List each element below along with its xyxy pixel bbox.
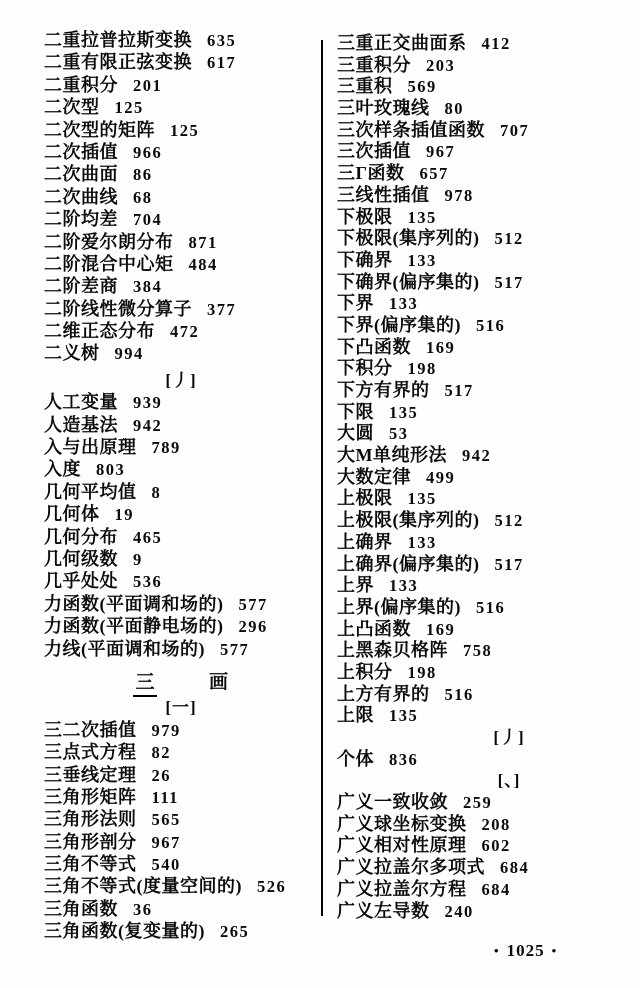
index-entry: [44, 716, 318, 738]
index-entry: [44, 388, 318, 413]
entry-term: 二阶爱尔朗分布: [44, 231, 174, 252]
entry-term: 三次样条插值函数: [337, 119, 485, 140]
entry-term: 二义树: [44, 343, 100, 364]
stroke-header-char: 三: [133, 667, 157, 697]
index-entry: [337, 354, 629, 379]
entry-term: 下极限: [337, 206, 393, 227]
index-entry: [337, 268, 629, 290]
radical-section-marker: [一]: [165, 698, 197, 718]
entry-term: 下限: [337, 401, 374, 422]
entry-term: 广义一致收敛: [337, 792, 448, 813]
entry-page-number: 484: [188, 254, 218, 274]
entry-term: 上确界: [337, 531, 393, 552]
index-entry: [337, 593, 629, 615]
entry-term: 上限: [337, 705, 374, 726]
index-entry: [44, 590, 318, 612]
index-entry: [44, 523, 318, 545]
entry-term: 上界: [337, 575, 374, 596]
entry-page-number: 26: [151, 765, 171, 785]
entry-term: 上凸函数: [337, 618, 411, 639]
index-entry: [337, 94, 629, 119]
entry-term: 三重积分: [337, 54, 411, 75]
index-entry: [337, 528, 629, 550]
index-entry: [44, 917, 318, 942]
index-entry: [44, 160, 318, 185]
entry-term: 几乎处处: [44, 571, 118, 592]
entry-term: 人造基法: [44, 414, 118, 435]
entry-page-number: 377: [207, 299, 237, 319]
entry-page-number: 412: [481, 34, 511, 53]
entry-page-number: 758: [463, 641, 493, 661]
index-entry: [44, 738, 318, 763]
entry-page-number: 80: [444, 99, 464, 119]
index-entry: [337, 159, 629, 184]
entry-term: 二维正态分布: [44, 321, 155, 342]
entry-page-number: 540: [151, 855, 181, 875]
entry-page-number: 9: [133, 549, 143, 569]
index-entry: [337, 203, 629, 225]
entry-page-number: 657: [419, 164, 449, 184]
entry-page-number: 789: [151, 438, 181, 458]
index-entry: [44, 228, 318, 250]
entry-page-number: 68: [133, 187, 153, 207]
entry-term: 三角函数(复变量的): [44, 921, 205, 942]
entry-term: 上极限: [337, 488, 393, 509]
entry-term: 入度: [44, 459, 81, 480]
entry-page-number: 201: [133, 75, 163, 95]
entry-term: 人工变量: [44, 392, 118, 413]
entry-term: 大数定律: [337, 466, 411, 487]
entry-page-number: 512: [494, 229, 524, 249]
entry-term: 三角不等式: [44, 854, 137, 875]
entry-page-number: 111: [151, 787, 179, 807]
radical-section-marker: [丿]: [493, 728, 525, 747]
entry-page-number: 635: [207, 31, 237, 50]
index-entry: [337, 788, 629, 813]
index-entry: [44, 567, 318, 592]
index-entry: [337, 853, 629, 878]
entry-page-number: 472: [170, 322, 200, 342]
index-entry: [44, 761, 318, 783]
entry-page-number: 966: [133, 142, 163, 162]
index-entry: [337, 441, 629, 466]
entry-page-number: 684: [500, 858, 530, 878]
entry-term: 二次型的矩阵: [44, 119, 155, 140]
entry-term: 二重拉普拉斯变换: [44, 30, 192, 50]
entry-term: 几何分布: [44, 526, 118, 547]
stroke-count-header: [44, 667, 318, 693]
entry-term: 上确界(偏序集的): [337, 553, 480, 574]
entry-term: 三角不等式(度量空间的): [44, 876, 242, 897]
entry-page-number: 135: [407, 489, 437, 509]
entry-page-number: 516: [476, 597, 506, 617]
entry-term: 上极限(集序列的): [337, 510, 480, 531]
entry-term: 力线(平面调和场的): [44, 638, 205, 659]
entry-term: 二重积分: [44, 74, 118, 95]
index-entry: [337, 116, 629, 138]
entry-page-number: 240: [444, 901, 474, 921]
column-divider-rule: [321, 40, 323, 916]
entry-term: 下确界: [337, 249, 393, 270]
entry-page-number: 517: [444, 381, 474, 400]
entry-term: 下方有界的: [337, 380, 430, 400]
index-entry: [337, 419, 629, 444]
index-entry: [44, 872, 318, 897]
entry-term: 下极限(集序列的): [337, 228, 480, 249]
entry-page-number: 871: [188, 232, 218, 252]
index-entry: [44, 138, 318, 160]
entry-page-number: 198: [407, 359, 437, 379]
entry-page-number: 978: [444, 185, 474, 205]
entry-term: 二阶均差: [44, 209, 118, 230]
entry-term: 上黑森贝格阵: [337, 640, 448, 661]
entry-page-number: 82: [151, 743, 171, 763]
index-entry: [337, 29, 629, 51]
entry-page-number: 994: [114, 344, 144, 364]
entry-page-number: 259: [463, 793, 493, 813]
index-entry: [44, 612, 318, 637]
entry-page-number: 19: [114, 505, 134, 525]
entry-term: 三点式方程: [44, 742, 137, 763]
entry-page-number: 512: [494, 511, 524, 531]
entry-page-number: 836: [389, 749, 419, 769]
entry-page-number: 569: [407, 77, 437, 97]
index-entry: [337, 224, 629, 249]
entry-page-number: 803: [96, 460, 126, 480]
entry-term: 三角函数: [44, 898, 118, 919]
index-entry: [44, 500, 318, 525]
entry-term: 入与出原理: [44, 437, 137, 458]
entry-page-number: 577: [238, 594, 268, 614]
index-entry: [337, 636, 629, 661]
entry-term: 下凸函数: [337, 336, 411, 357]
entry-page-number: 465: [133, 527, 163, 547]
entry-term: 广义左导数: [337, 900, 430, 921]
entry-term: 三角形法则: [44, 809, 137, 830]
entry-page-number: 942: [462, 446, 492, 466]
entry-page-number: 516: [476, 315, 506, 335]
entry-page-number: 133: [389, 294, 419, 314]
entry-term: 广义相对性原理: [337, 835, 467, 856]
index-entry: [337, 246, 629, 268]
index-entry: [44, 805, 318, 830]
entry-page-number: 135: [389, 706, 419, 726]
entry-term: 二阶混合中心矩: [44, 253, 174, 274]
entry-page-number: 602: [481, 836, 511, 856]
entry-page-number: 536: [133, 572, 163, 592]
entry-term: 上积分: [337, 661, 393, 682]
index-entry: [337, 181, 629, 203]
entry-page-number: 86: [133, 165, 153, 185]
entry-page-number: 516: [444, 684, 474, 704]
entry-page-number: 517: [494, 272, 524, 292]
entry-term: 个体: [337, 748, 374, 769]
radical-section-marker: [、]: [497, 771, 521, 791]
entry-term: 三角形剖分: [44, 831, 137, 852]
entry-page-number: 169: [426, 619, 456, 639]
entry-page-number: 135: [407, 207, 437, 227]
entry-term: 二次插值: [44, 141, 118, 162]
entry-term: 三线性插值: [337, 184, 430, 205]
entry-term: 下确界(偏序集的): [337, 271, 480, 292]
entry-term: 大圆: [337, 423, 374, 444]
index-entry: [44, 26, 318, 48]
entry-term: 下界(偏序集的): [337, 314, 461, 335]
entry-term: 二阶线性微分算子: [44, 298, 192, 319]
entry-page-number: 36: [133, 899, 153, 919]
index-entry: [44, 183, 318, 205]
entry-term: 大M单纯形法: [337, 445, 447, 466]
entry-page-number: 707: [500, 120, 530, 140]
entry-page-number: 967: [426, 142, 456, 162]
entry-page-number: 198: [407, 662, 437, 682]
entry-page-number: 499: [426, 467, 456, 487]
entry-page-number: 684: [481, 879, 511, 899]
stroke-header-word: 画: [209, 671, 229, 693]
page-number: 1025: [506, 941, 545, 960]
entry-term: 几何平均值: [44, 481, 137, 502]
entry-term: 二阶差商: [44, 276, 118, 297]
entry-page-number: 265: [220, 922, 250, 942]
index-entry: [44, 850, 318, 875]
page-number-footer: [494, 941, 557, 961]
entry-page-number: 942: [133, 415, 163, 435]
entry-page-number: 125: [170, 120, 200, 140]
index-entry: [337, 376, 629, 398]
entry-page-number: 133: [407, 532, 437, 552]
index-entry: [44, 411, 318, 433]
radical-section-marker: [丿]: [165, 370, 197, 390]
entry-page-number: 203: [426, 55, 456, 75]
entry-page-number: 296: [238, 617, 268, 637]
entry-term: 三Γ函数: [337, 163, 405, 184]
entry-page-number: 517: [494, 554, 524, 574]
index-column-left: [44, 26, 318, 940]
entry-page-number: 384: [133, 277, 163, 297]
entry-term: 下界: [337, 293, 374, 314]
entry-term: 力函数(平面静电场的): [44, 616, 224, 637]
entry-page-number: 133: [407, 250, 437, 270]
entry-term: 二次曲线: [44, 186, 118, 207]
entry-term: 几何体: [44, 504, 100, 525]
entry-term: 三次插值: [337, 141, 411, 162]
entry-page-number: 704: [133, 210, 163, 230]
entry-term: 三叶玫瑰线: [337, 98, 430, 119]
entry-term: 二次曲面: [44, 164, 118, 185]
index-entry: [337, 745, 629, 767]
footer-dot-right: •: [551, 943, 558, 958]
entry-page-number: 169: [426, 337, 456, 357]
entry-term: 上方有界的: [337, 683, 430, 704]
index-entry: [44, 272, 318, 297]
index-column-right: [337, 29, 629, 921]
entry-page-number: 135: [389, 402, 419, 422]
entry-term: 三角形矩阵: [44, 786, 137, 807]
index-entry: [44, 478, 318, 500]
index-entry: [44, 205, 318, 230]
entry-term: 广义拉盖尔方程: [337, 878, 467, 899]
entry-term: 上界(偏序集的): [337, 596, 461, 617]
entry-page-number: 53: [389, 424, 409, 444]
entry-page-number: 8: [151, 482, 162, 502]
index-entry: [44, 116, 318, 138]
index-entry: [44, 828, 318, 850]
entry-term: 三二次插值: [44, 719, 137, 740]
entry-term: 下积分: [337, 358, 393, 379]
entry-page-number: 617: [207, 53, 237, 73]
index-entry: [44, 48, 318, 73]
footer-dot-left: •: [494, 943, 500, 958]
index-entry: [337, 484, 629, 509]
entry-term: 几何级数: [44, 548, 118, 569]
entry-term: 三垂线定理: [44, 764, 137, 785]
entry-page-number: 208: [481, 814, 511, 834]
entry-page-number: 967: [151, 832, 181, 852]
index-entry: [44, 250, 318, 272]
entry-page-number: 939: [133, 393, 163, 413]
index-entry: [337, 680, 629, 702]
entry-term: 力函数(平面调和场的): [44, 593, 224, 614]
entry-page-number: 577: [220, 639, 250, 659]
entry-term: 广义球坐标变换: [337, 813, 467, 834]
entry-term: 三重积: [337, 76, 393, 97]
index-entry: [44, 783, 318, 805]
index-entry: [44, 545, 318, 567]
entry-page-number: 125: [114, 98, 144, 118]
index-entry: [337, 311, 629, 333]
entry-page-number: 133: [389, 576, 419, 596]
entry-page-number: 526: [257, 877, 287, 897]
index-entry: [337, 506, 629, 531]
entry-page-number: 565: [151, 810, 181, 830]
index-entry: [44, 433, 318, 458]
entry-term: 三重正交曲面系: [337, 33, 467, 53]
entry-term: 二次型: [44, 97, 100, 118]
index-entry: [337, 550, 629, 572]
entry-page-number: 979: [151, 720, 181, 740]
index-entry: [44, 93, 318, 118]
index-entry: [337, 72, 629, 97]
index-entry: [44, 635, 318, 657]
index-entry: [44, 295, 318, 317]
entry-term: 广义拉盖尔多项式: [337, 857, 485, 878]
index-entry: [44, 339, 318, 364]
entry-term: 二重有限正弦变换: [44, 52, 192, 73]
